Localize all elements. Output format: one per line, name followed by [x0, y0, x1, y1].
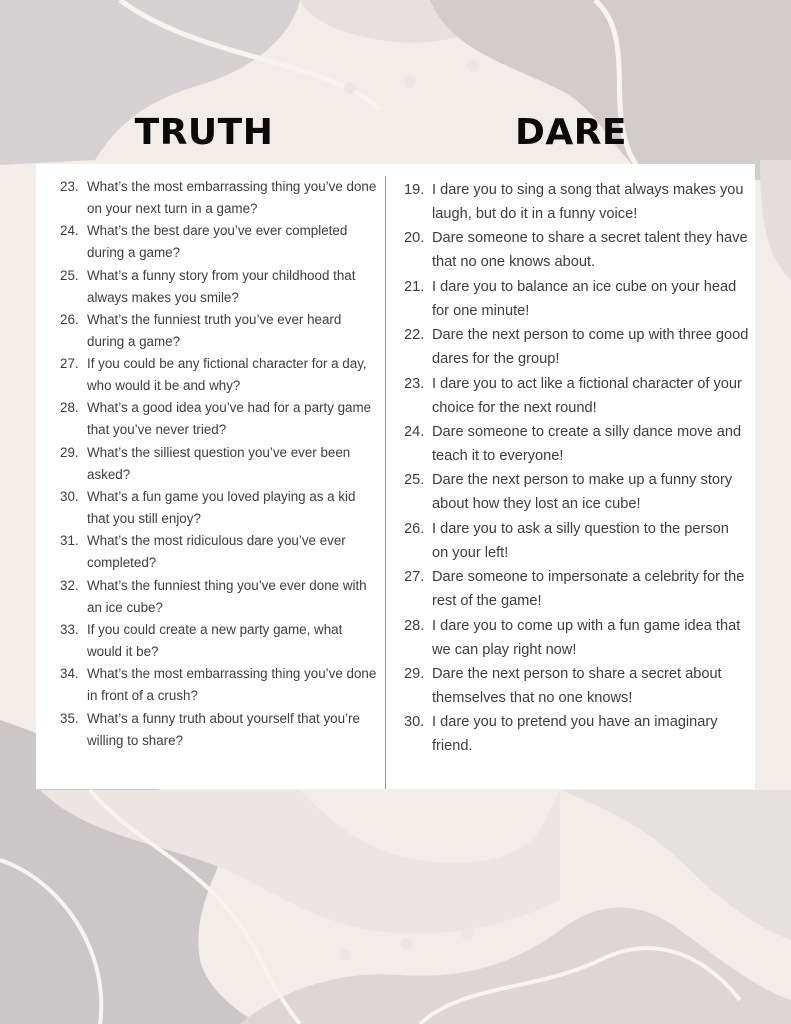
dare-item [404, 662, 749, 710]
truth-item [60, 176, 378, 220]
item-number: 23. [404, 375, 425, 392]
item-number: 26. [60, 311, 79, 327]
item-number: 27. [404, 569, 425, 586]
item-text: If you could be any fictional character for a day, who would it be and why? [87, 356, 367, 394]
item-text: Dare someone to share a secret talent they have that no one knows about. [432, 230, 748, 271]
dare-item [404, 710, 749, 758]
item-text: I dare you to ask a silly question to the person on your left! [432, 520, 729, 561]
dare-column [404, 178, 749, 759]
item-text: Dare the next person to share a secret about themselves that no one knows! [432, 665, 722, 706]
background-dot [467, 60, 479, 72]
content-panel [36, 164, 755, 789]
dare-item [404, 323, 749, 371]
background-dot [404, 76, 416, 88]
item-text: What’s the funniest thing you’ve ever done with an ice cube? [87, 577, 367, 615]
truth-item [60, 708, 378, 752]
truth-item [60, 663, 378, 707]
item-number: 33. [60, 621, 79, 637]
dare-item [404, 420, 749, 468]
item-number: 30. [60, 489, 79, 505]
dare-item [404, 565, 749, 613]
item-text: What’s the funniest truth you’ve ever heard during a game? [87, 311, 342, 349]
truth-item [60, 575, 378, 619]
item-number: 35. [60, 710, 79, 726]
dare-item [404, 468, 749, 516]
item-number: 20. [404, 230, 425, 247]
background-dot [344, 82, 356, 94]
item-number: 24. [404, 423, 425, 440]
truth-item [60, 442, 378, 486]
item-number: 21. [404, 278, 425, 295]
dare-item [404, 275, 749, 323]
item-text: I dare you to come up with a fun game idea that we can play right now! [432, 617, 741, 658]
item-number: 24. [60, 223, 79, 239]
item-text: I dare you to sing a song that always makes you laugh, but do it in a funny voice! [432, 182, 744, 222]
item-text: Dare someone to create a silly dance move and teach it to everyone! [432, 423, 742, 464]
item-text: What’s a fun game you loved playing as a kid that you still enjoy? [87, 489, 356, 527]
background-blob [760, 160, 791, 280]
item-number: 25. [60, 267, 79, 283]
dare-item [404, 614, 749, 662]
item-text: I dare you to pretend you have an imaginary friend. [432, 714, 718, 755]
truth-list [60, 176, 378, 752]
background-dot [461, 928, 473, 940]
dare-item [404, 178, 749, 226]
item-number: 19. [404, 182, 425, 198]
dare-heading: DARE [514, 112, 628, 153]
item-number: 31. [60, 533, 79, 549]
item-text: I dare you to act like a fictional character of your choice for the next round! [432, 375, 742, 416]
truth-item [60, 309, 378, 353]
item-text: What’s the most embarrassing thing you’ve done in front of a crush? [87, 666, 377, 704]
item-number: 29. [60, 444, 79, 460]
item-number: 34. [60, 666, 79, 682]
truth-heading: TRUTH [134, 112, 274, 153]
item-number: 22. [404, 327, 425, 344]
truth-item [60, 353, 378, 397]
dare-item [404, 226, 749, 274]
background-dot [339, 949, 351, 961]
truth-item [60, 619, 378, 663]
item-number: 26. [404, 520, 425, 537]
dare-list [404, 178, 749, 759]
dare-item [404, 517, 749, 565]
item-text: What’s the silliest question you’ve ever been asked? [87, 444, 351, 482]
item-text: What’s a funny truth about yourself that you’re willing to share? [87, 710, 360, 748]
truth-item [60, 530, 378, 574]
item-number: 29. [404, 665, 425, 682]
item-text: What’s the most ridiculous dare you’ve ever completed? [87, 533, 346, 571]
item-text: Dare the next person to make up a funny story about how they lost an ice cube! [432, 472, 733, 513]
item-number: 27. [60, 356, 79, 372]
item-number: 30. [404, 714, 425, 731]
truth-column [60, 176, 378, 752]
truth-item [60, 397, 378, 441]
item-number: 28. [60, 400, 79, 416]
background-blob [240, 908, 791, 1024]
item-text: What’s a good idea you’ve had for a party game that you’ve never tried? [87, 400, 372, 438]
truth-item [60, 265, 378, 309]
item-text: If you could create a new party game, what would it be? [87, 621, 343, 659]
item-text: What’s the most embarrassing thing you’ve done on your next turn in a game? [87, 179, 377, 216]
item-number: 23. [60, 179, 79, 194]
item-text: What’s a funny story from your childhood that always makes you smile? [87, 267, 356, 305]
item-text: I dare you to balance an ice cube on your head for one minute! [432, 278, 737, 319]
truth-item [60, 486, 378, 530]
item-number: 32. [60, 577, 79, 593]
item-text: What’s the best dare you’ve ever completed during a game? [87, 223, 348, 261]
item-number: 28. [404, 617, 425, 634]
background-dot [401, 938, 413, 950]
item-text: Dare the next person to come up with three good dares for the group! [432, 327, 749, 368]
truth-item [60, 220, 378, 264]
dare-item [404, 372, 749, 420]
item-text: Dare someone to impersonate a celebrity for the rest of the game! [432, 569, 745, 610]
item-number: 25. [404, 472, 425, 489]
column-divider [385, 176, 386, 789]
